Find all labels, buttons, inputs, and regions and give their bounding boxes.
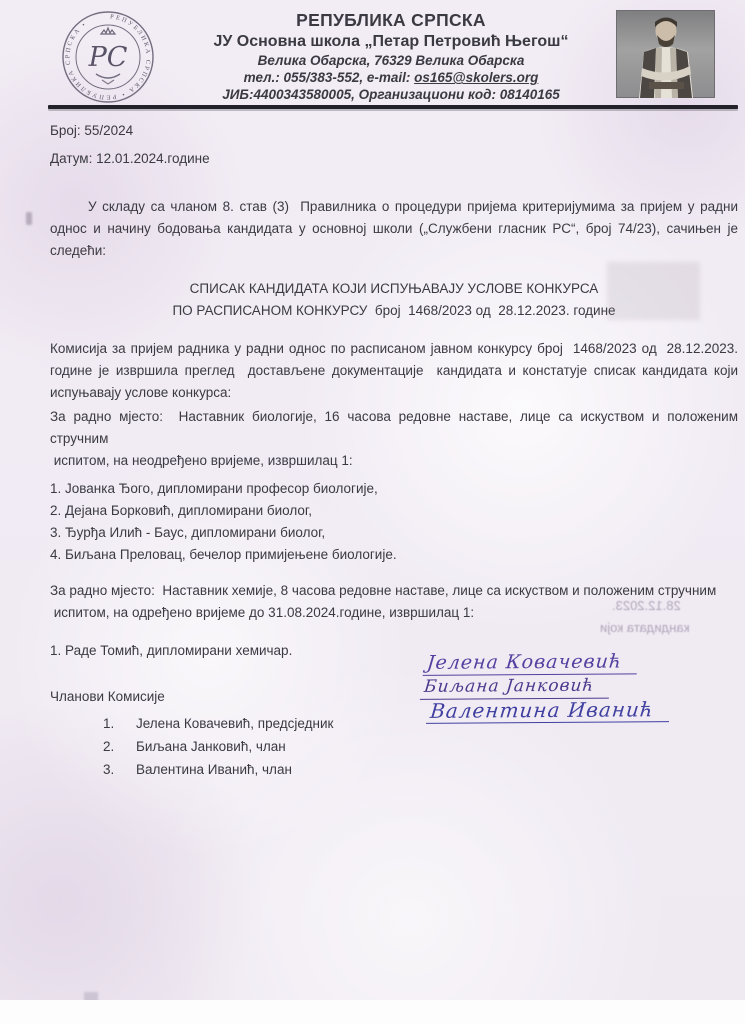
title-line-2: ПО РАСПИСАНОМ КОНКУРСУ број 1468/2023 од 28.12.2023. године [172, 303, 616, 318]
njegos-portrait-photo [616, 10, 715, 103]
member-name: Биљана Јанковић, члан [136, 739, 286, 754]
position-line: испитом, на одређено вријеме до 31.08.2024.године, извршилац 1: [50, 605, 475, 620]
signature-valentina-ivanic: Валентина Иванић [426, 698, 671, 724]
school-address: Велика Обарска, 76329 Велика Обарска [257, 53, 525, 68]
registry-line: ЈИБ:4400343580005, Организациони код: 08140165 [222, 87, 560, 102]
biology-candidate-list [50, 478, 738, 566]
document-date: Датум: 12.01.2024.године [50, 151, 210, 166]
letterhead-text [166, 8, 616, 102]
member-name: Валентина Иванић, члан [136, 762, 292, 777]
commission-members-heading: Чланови Комисије [50, 689, 165, 704]
position-biology-intro [50, 406, 742, 472]
member-row [50, 758, 738, 781]
position-line: За радно мјесто: Наставник хемије, 8 часова редовне наставе, лице са искуством и положеним стручним [50, 583, 717, 598]
letterhead [0, 0, 745, 107]
svg-text:РС: РС [88, 42, 128, 73]
commission-line: године је извршила преглед достављене документације кандидата и констатује списак кандидата који [50, 363, 738, 378]
member-name: Јелена Ковачевић, предсједник [136, 716, 334, 731]
signature-jelena-kovacevic: Јелена Ковачевић [423, 650, 640, 676]
intro-line: У складу са чланом 8. став (3) Правилника о процедури пријема критеријумима за пријем у радни [88, 199, 738, 214]
bleed-through-text: кандидата који [600, 620, 690, 635]
bleed-through-text: 28.12.2023. [612, 598, 681, 613]
document-number: Број: 55/2024 [50, 123, 134, 138]
candidate-item: 3. Ђурђа Илић - Баус, дипломирани биолог, [50, 525, 326, 540]
scan-smudge [26, 212, 32, 225]
intro-paragraph [50, 196, 738, 262]
school-name: ЈУ Основна школа „Петар Петровић Његош“ [213, 33, 569, 50]
signature-biljana-jankovic: Биљана Јанковић [420, 675, 612, 700]
candidate-item: 1. Раде Томић, дипломирани хемичар. [50, 643, 293, 658]
bleed-through-portrait [607, 262, 700, 320]
signatures-block [424, 650, 670, 724]
intro-line: однос и начину бодовања кандидата у основној школи („Службени гласник РС“, број 74/23), сачињен је [50, 221, 738, 236]
phone-label: тел.: 055/383-552, e-mail: [243, 70, 415, 85]
candidate-item: 1. Јованка Ђого, дипломирани професор биологије, [50, 481, 378, 496]
commission-line: Комисија за пријем радника у радни однос по расписаном јавном конкурсу број 1468/2023 од 28.12.2023. [50, 341, 738, 356]
member-number: 1. [103, 716, 115, 731]
republika-srpska-seal-icon [54, 8, 166, 111]
candidate-item: 4. Биљана Преловац, бечелор примијењене биологије. [50, 547, 397, 562]
member-number: 3. [103, 762, 115, 777]
position-line: За радно мјесто: Наставник биологије, 16 часова редовне наставе, лице са искуством и положеним стручним [50, 409, 742, 446]
svg-text:РЕПУБЛИКА СРПСКА • РЕПУБЛИКА С: РЕПУБЛИКА СРПСКА • РЕПУБЛИКА СРПСКА • [64, 13, 152, 101]
country-title: РЕПУБЛИКА СРПСКА [296, 10, 486, 30]
letterhead-divider [48, 105, 738, 109]
candidate-item: 2. Дејана Борковић, дипломирани биолог, [50, 503, 312, 518]
email-link[interactable]: os165@skolers.org [414, 70, 539, 85]
contact-line [166, 70, 616, 85]
commission-line: испуњавају услове конкурса: [50, 385, 232, 400]
position-line: испитом, на неодређено вријеме, извршилац 1: [50, 453, 353, 468]
member-number: 2. [103, 739, 115, 754]
member-row [50, 735, 738, 758]
intro-line: следећи: [50, 243, 107, 258]
scan-page-edge [0, 1000, 745, 1024]
title-line-1: СПИСАК КАНДИДАТА КОЈИ ИСПУЊАВАЈУ УСЛОВЕ КОНКУРСА [189, 281, 599, 296]
commission-paragraph [50, 338, 738, 404]
